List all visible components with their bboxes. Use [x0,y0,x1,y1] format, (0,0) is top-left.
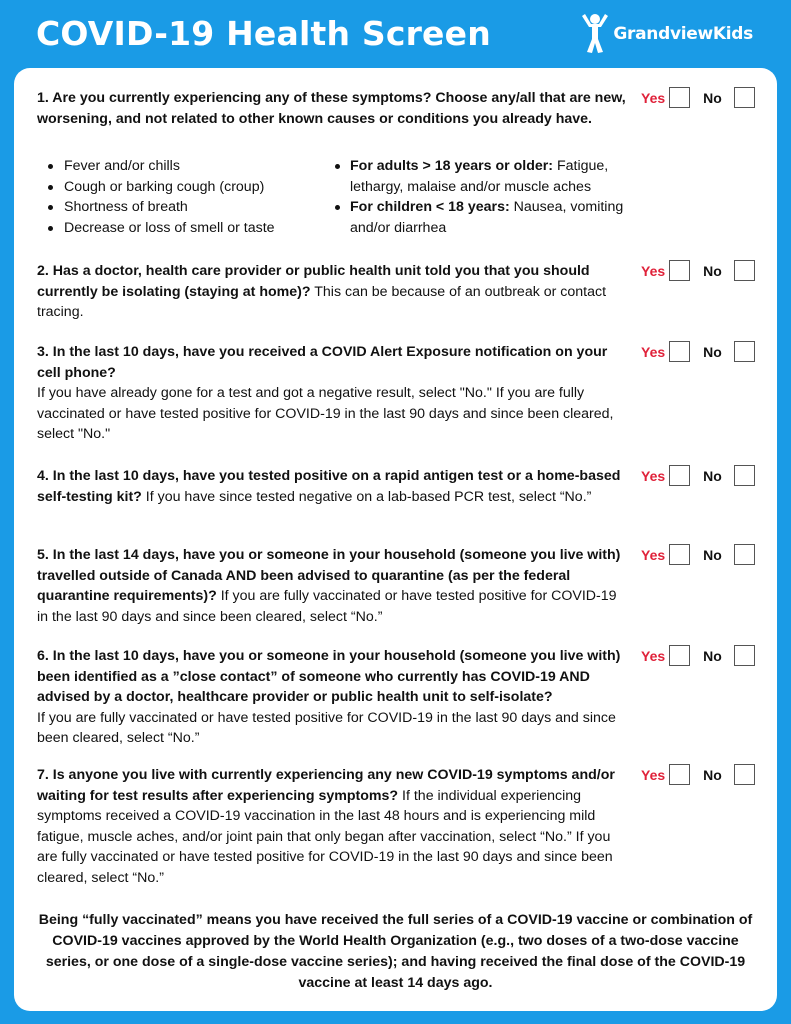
symptom-item: Fever and/or chills [37,156,317,177]
no-label: No [703,262,722,279]
yes-label: Yes [641,89,666,106]
no-label: No [703,89,722,106]
question-6-bold: 6. In the last 10 days, have you or someone in your household (someone you live with) been identified as a ”close contact” of someone who currently has COVID-19 AND advised by a doctor, healthcare provider or public health unit to self-isolate? [37,648,621,705]
yes-checkbox-7[interactable] [669,764,690,785]
no-checkbox-7[interactable] [734,764,755,785]
symptom-adults-text: Fatigue, lethargy, malaise and/or muscle aches [350,158,609,195]
symptom-item: Shortness of breath [37,197,317,218]
yes-label: Yes [641,467,666,484]
yes-label: Yes [641,546,666,563]
answer-group-5 [641,544,755,565]
no-checkbox-3[interactable] [734,341,755,362]
yes-label: Yes [641,343,666,360]
question-7-text: If the individual experiencing symptoms received a COVID-19 vaccination in the last 48 hours and is experiencing mild fatigue, muscle aches, and/or joint pain that only began after vaccination, select “No.” If you are fully vaccinated or have tested positive for COVID-19 in the last 90 days and since been cleared, select “No.” [37,787,613,886]
answer-group-3 [641,341,755,362]
question-2-text: This can be because of an outbreak or contact tracing. [37,283,607,320]
no-label: No [703,546,722,563]
yes-checkbox-3[interactable] [669,341,690,362]
question-5-bold: 5. In the last 14 days, have you or someone in your household (someone you live with) travelled outside of Canada AND been advised to quarantine (as per the federal quarantine requirements)? [37,547,621,604]
symptom-item: Cough or barking cough (croup) [37,177,317,198]
answer-group-2 [641,260,755,281]
no-label: No [703,467,722,484]
question-3-text: If you have already gone for a test and got a negative result, select "No." If you are fully vaccinated or have tested positive for COVID-19 in the last 90 days and since been cleared, select "No." [37,385,614,442]
question-5-text: If you are fully vaccinated or have tested positive for COVID-19 in the last 90 days and since been cleared, select “No.” [37,588,617,625]
symptom-adults-label: For adults > 18 years or older: [350,158,554,174]
screen-form [14,68,777,1011]
no-checkbox-1[interactable] [734,87,755,108]
question-3-bold: 3. In the last 10 days, have you received a COVID Alert Exposure notification on your cell phone? [37,344,608,381]
yes-checkbox-5[interactable] [669,544,690,565]
no-checkbox-6[interactable] [734,645,755,666]
symptom-item: Decrease or loss of smell or taste [37,218,317,239]
question-4-bold: 4. In the last 10 days, have you tested positive on a rapid antigen test or a home-based self-testing kit? [37,468,621,505]
question-2 [37,261,627,323]
symptom-item-adults [334,156,634,197]
no-checkbox-5[interactable] [734,544,755,565]
yes-checkbox-6[interactable] [669,645,690,666]
no-label: No [703,766,722,783]
no-checkbox-4[interactable] [734,465,755,486]
child-figure-icon [579,12,611,56]
header [0,0,791,70]
answer-group-6 [641,645,755,666]
question-2-bold: 2. Has a doctor, health care provider or public health unit told you that you should currently be isolating (staying at home)? [37,263,590,300]
no-checkbox-2[interactable] [734,260,755,281]
question-7-bold: 7. Is anyone you live with currently experiencing any new COVID-19 symptoms and/or waiting for test results after experiencing symptoms? [37,767,615,804]
yes-label: Yes [641,766,666,783]
question-1-text: 1. Are you currently experiencing any of these symptoms? Choose any/all that are new, worsening, and not related to other known causes or conditions you already have. [37,90,626,127]
fully-vaccinated-note: Being “fully vaccinated” means you have received the full series of a COVID-19 vaccine or combination of COVID-19 vaccines approved by the World Health Organization (e.g., two doses of a two-dose vaccine series, or one dose of a single-dose vaccine series); and having received the final dose of the COVID-19 vaccine at least 14 days ago. [38,912,753,991]
yes-checkbox-1[interactable] [669,87,690,108]
logo-text: GrandviewKids [613,24,753,44]
yes-checkbox-4[interactable] [669,465,690,486]
logo [579,12,753,56]
symptom-children-label: For children < 18 years: [350,199,510,215]
question-7 [37,765,627,888]
question-6 [37,646,627,749]
question-3 [37,342,627,445]
question-1 [37,88,627,129]
answer-group-4 [641,465,755,486]
answer-group-7 [641,764,755,785]
yes-checkbox-2[interactable] [669,260,690,281]
no-label: No [703,647,722,664]
answer-group-1 [641,87,755,108]
question-4-text: If you have since tested negative on a lab-based PCR test, select “No.” [141,488,592,505]
yes-label: Yes [641,647,666,664]
question-5 [37,545,627,627]
symptom-item-children [334,197,634,238]
no-label: No [703,343,722,360]
question-4 [37,466,627,507]
question-6-text: If you are fully vaccinated or have tested positive for COVID-19 in the last 90 days and since been cleared, select “No.” [37,709,616,746]
yes-label: Yes [641,262,666,279]
page-title: COVID-19 Health Screen [36,14,491,53]
symptom-children-text: Nausea, vomiting and/or diarrhea [350,199,624,236]
